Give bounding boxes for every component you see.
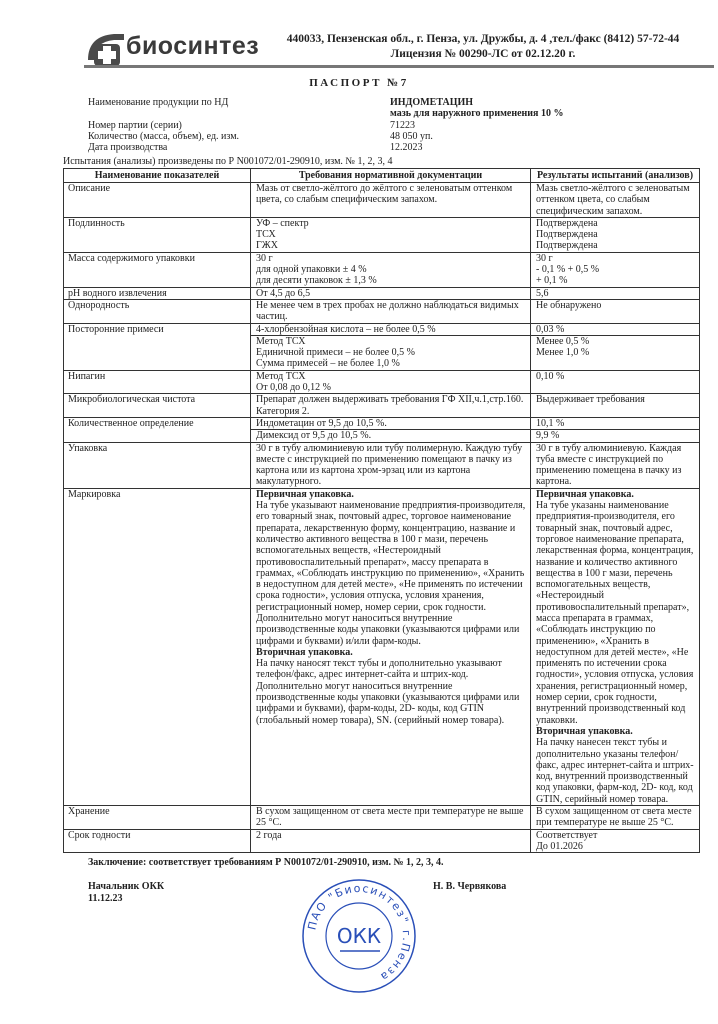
table-row [64, 442, 700, 488]
requirement-cell [251, 287, 531, 299]
meta-label-batch: Номер партии (серии) [88, 119, 182, 131]
table-row [64, 806, 700, 830]
primary-title: Первичная упаковка. [256, 488, 354, 500]
stamp-ring-text: ПАО "Биосинтез" г.Пенза [305, 882, 414, 985]
cross-logo-icon [84, 30, 124, 70]
cell-line: Препарат должен выдерживать требования ГФ XII,ч.1,стр.160. [256, 394, 524, 406]
indicator-name: Микробиологическая чистота [64, 394, 251, 418]
result-cell [531, 829, 700, 853]
meta-labels [88, 97, 239, 153]
passport-table [63, 168, 700, 853]
meta-values [390, 97, 563, 153]
company-logo [84, 30, 260, 70]
secondary-extra: Дополнительно могут наноситься внутренние производственные коды упаковки (указываются цифрами или цифрами и буквами), фарм-коды, 2D- коды, код GTIN (глобальный номер товара), SN. (серийный номер товара). [256, 680, 520, 726]
result-cell [531, 287, 700, 299]
cell-line: + 0,1 % [536, 275, 568, 287]
column-header: Результаты испытаний (анализов) [531, 169, 700, 183]
signatory-name: Н. В. Червякова [433, 881, 507, 893]
table-row [64, 370, 700, 394]
requirement-cell [251, 806, 531, 830]
requirement-cell [251, 394, 531, 418]
indicator-name: Нипагин [64, 370, 251, 394]
cell-line: 30 г в тубу алюминиевую или тубу полимерную. Каждую тубу вместе с инструкцией по применению помещают в пачку из картона или из картона хром-эрзац или из картона макулатурного. [256, 442, 523, 488]
indicator-name: Посторонние примеси [64, 323, 251, 370]
cell-line: Выдерживает требования [536, 394, 645, 406]
indicator-name: Масса содержимого упаковки [64, 252, 251, 287]
cell-line: 30 г [536, 252, 553, 264]
primary-text: На тубе указаны наименование предприятия-производителя, его товарный знак, почтовый адрес, торговое наименование препарата, лекарственная форма, концентрация, название и количество активного вещества в 100 г мази, перечень вспомогательных веществ, «Нестероидный противовоспалительный препарат», масса препарата в граммах, «Соблюдать инструкцию по применению», «Хранить в недоступном для детей месте», «Не применять по истечении срока годности», условия отпуска, условия хранения, регистрационный номер, номер серии, срок годности, внутренний производственный код упаковки. [536, 500, 694, 726]
cell-line: Категория 2. [256, 405, 310, 417]
cell-line: для одной упаковки ± 4 % [256, 264, 367, 276]
page-title: ПАСПОРТ №7 [309, 77, 409, 89]
indicator-name: pH водного извлечения [64, 287, 251, 299]
primary-text: На тубе указывают наименование предприятия-производителя, его товарный знак, почтовый адрес, торговое наименование препарата, лекарственную форму, концентрацию, название и количество активного вещества в 100 г мази, перечень вспомогательных веществ, «Нестероидный противовоспалительный препарат», массу препарата в граммах, «Соблюдать инструкцию по применению», «Хранить в недоступном для детей месте», «Не применять по истечении срока годности», условия отпуска, условия хранения, регистрационный номер, номер серии, срок годности. [256, 500, 526, 613]
requirement-cell [251, 335, 531, 370]
signatory-block [88, 881, 164, 905]
cell-line: Подтверждена [536, 229, 598, 241]
result-cell [531, 488, 700, 805]
result-cell [531, 806, 700, 830]
cell-line: 30 г в тубу алюминиевую. Каждая туба вместе с инструкцией по применению помещена в пачку из картона. [536, 442, 682, 488]
requirement-cell [251, 829, 531, 853]
cell-line: 4-хлорбензойная кислота – не более 0,5 % [256, 323, 436, 335]
cell-line: 10,1 % [536, 417, 565, 429]
cell-line: Метод ТСХ [256, 335, 306, 347]
result-cell [531, 335, 700, 370]
cell-line: ГЖХ [256, 240, 278, 252]
cell-line: Подтверждена [536, 217, 598, 229]
result-cell [531, 394, 700, 418]
stamp-center-text: ОКК [336, 924, 382, 949]
cell-line: 2 года [256, 829, 282, 841]
table-row [64, 829, 700, 853]
requirement-cell [251, 299, 531, 323]
requirement-cell [251, 370, 531, 394]
indicator-name: Упаковка [64, 442, 251, 488]
cell-line: В сухом защищенном от света месте при температуре не выше 25 °С. [256, 806, 524, 829]
result-cell [531, 323, 700, 335]
address-line: 440033, Пензенская обл., г. Пенза, ул. Дружбы, д. 4 ,тел./факс (8412) 57-72-44 [286, 33, 680, 45]
cell-line: Сумма примесей – не более 1,0 % [256, 358, 400, 370]
cell-line: От 0,08 до 0,12 % [256, 382, 332, 394]
cell-line: Мазь светло-жёлтого с зеленоватым оттенком цвета, со слабым специфическим запахом. [536, 183, 690, 217]
cell-line: Соответствует [536, 829, 598, 841]
header-divider [84, 65, 714, 68]
indicator-name: Подлинность [64, 217, 251, 252]
result-cell [531, 430, 700, 442]
cell-line: Подтверждена [536, 240, 598, 252]
cell-line: - 0,1 % + 0,5 % [536, 264, 600, 276]
cell-line: 0,03 % [536, 323, 565, 335]
cell-line: Менее 1,0 % [536, 347, 590, 359]
table-header-row [64, 169, 700, 183]
secondary-title: Вторичная упаковка. [256, 646, 353, 658]
table-row [64, 287, 700, 299]
cell-line: УФ – спектр [256, 217, 309, 229]
primary-title: Первичная упаковка. [536, 488, 634, 500]
product-name: ИНДОМЕТАЦИН [390, 97, 474, 108]
result-cell [531, 370, 700, 394]
secondary-text: На пачку наносят текст тубы и дополнительно указывают телефон/факс, адрес интернет-сайта и штрих-код. [256, 658, 502, 681]
requirement-cell [251, 252, 531, 287]
cell-line: Индометацин от 9,5 до 10,5 %. [256, 417, 387, 429]
cell-line: От 4,5 до 6,5 [256, 287, 311, 299]
secondary-text: На пачку нанесен текст тубы и дополнительно указаны телефон/факс, адрес интернет-сайта и штрих-код, внутренний производственный код упаковки, фарм-код, 2D- код, код GTIN, серийный номер товара. [536, 737, 694, 805]
requirement-cell [251, 488, 531, 805]
requirement-cell [251, 442, 531, 488]
product-form: мазь для наружного применения 10 % [390, 108, 564, 120]
indicator-name: Срок годности [64, 829, 251, 853]
quantity: 48 050 уп. [390, 130, 433, 142]
batch-number: 71223 [390, 119, 415, 131]
signature-area [63, 877, 699, 1002]
cell-line: ТСХ [256, 229, 276, 241]
cell-line: До 01.2026 [536, 840, 583, 852]
requirement-cell [251, 430, 531, 442]
cell-line: В сухом защищенном от света месте при температуре не выше 25 °С. [536, 806, 692, 829]
table-body [64, 183, 700, 853]
production-date: 12.2023 [390, 142, 423, 154]
table-row [64, 217, 700, 252]
company-address [258, 32, 708, 62]
cell-line: 30 г [256, 252, 273, 264]
result-cell [531, 183, 700, 218]
cell-line: Димексид от 9,5 до 10,5 %. [256, 430, 372, 442]
secondary-title: Вторичная упаковка. [536, 725, 633, 737]
cell-line: 9,9 % [536, 430, 560, 442]
cell-line: Метод ТСХ [256, 370, 306, 382]
table-row [64, 323, 700, 335]
indicator-name: Хранение [64, 806, 251, 830]
logo-text: биосинтез [126, 32, 260, 60]
cell-line: Единичной примеси – не более 0,5 % [256, 347, 415, 359]
signature-date: 11.12.23 [88, 893, 123, 905]
indicator-name: Описание [64, 183, 251, 218]
cell-line: для десяти упаковок ± 1,3 % [256, 275, 377, 287]
requirement-cell [251, 323, 531, 335]
indicator-name: Маркировка [64, 488, 251, 805]
meta-label-product: Наименование продукции по НД [88, 97, 229, 108]
result-cell [531, 252, 700, 287]
table-row [64, 417, 700, 429]
indicator-name: Количественное определение [64, 417, 251, 442]
table-row [64, 299, 700, 323]
column-header: Требования нормативной документации [251, 169, 531, 183]
tests-basis: Испытания (анализы) произведены по Р N001072/01-290910, изм. № 1, 2, 3, 4 [63, 156, 393, 167]
column-header: Наименование показателей [64, 169, 251, 183]
table-row [64, 488, 700, 805]
requirement-cell [251, 217, 531, 252]
indicator-name: Однородность [64, 299, 251, 323]
signatory-position: Начальник ОКК [88, 881, 165, 893]
cell-line: Не менее чем в трех пробах не должно наблюдаться видимых частиц. [256, 299, 519, 323]
requirement-cell [251, 417, 531, 429]
result-cell [531, 442, 700, 488]
requirement-cell [251, 183, 531, 218]
document-body [63, 156, 699, 1002]
cell-line: 0,10 % [536, 370, 565, 382]
okk-stamp [300, 877, 418, 995]
table-row [64, 183, 700, 218]
result-cell [531, 417, 700, 429]
result-cell [531, 217, 700, 252]
cell-line: 5,6 [536, 287, 549, 299]
primary-extra: Дополнительно могут наноситься внутренние производственные коды упаковки (указываются цифрами или цифрами и буквами) и/или фарм-коды. [256, 612, 520, 647]
license-line: Лицензия № 00290-ЛС от 02.12.20 г. [390, 48, 576, 60]
result-cell [531, 299, 700, 323]
meta-label-quantity: Количество (масса, объем), ед. изм. [88, 130, 240, 142]
cell-line: Мазь от светло-жёлтого до жёлтого с зеленоватым оттенком цвета, со слабым специфическим запахом. [256, 183, 513, 206]
table-row [64, 252, 700, 287]
cell-line: Не обнаружено [536, 299, 602, 311]
cell-line: Менее 0,5 % [536, 335, 590, 347]
meta-label-date: Дата производства [88, 142, 168, 154]
table-row [64, 394, 700, 418]
conclusion: Заключение: соответствует требованиям Р N001072/01-290910, изм. № 1, 2, 3, 4. [88, 857, 444, 869]
